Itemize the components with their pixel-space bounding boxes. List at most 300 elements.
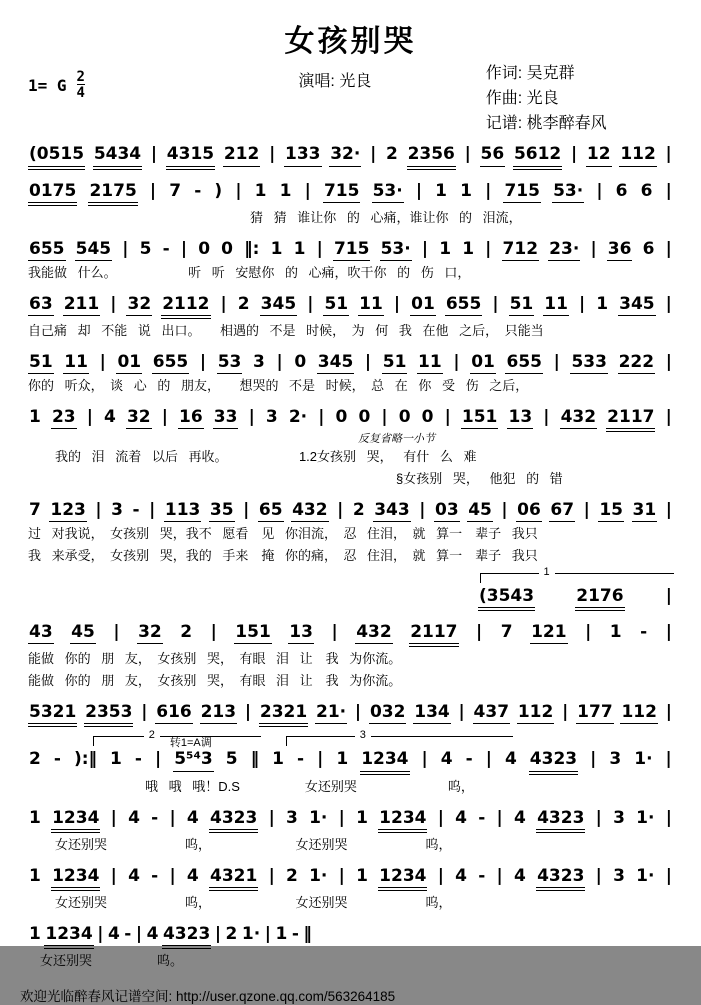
note-group: 655 [28,239,66,261]
notes-row [28,294,673,319]
note-group: 11 [543,294,569,316]
barline: - [297,749,305,770]
note-group: 437 [473,702,511,724]
barline: | [220,293,227,314]
note-group: 432 [355,622,393,644]
barline: | [665,293,672,314]
note-group: 712 [502,239,540,261]
lyric-row: 自己痛 却 不能 说 出口。 相遇的 不是 时候， 为 何 我 在他 之后， 只能当 [28,323,544,339]
note-group: (0515 [28,144,85,169]
notes-row [28,866,673,891]
barline: | [235,180,242,201]
note-group: 0 [358,407,371,428]
barline: | [110,865,117,886]
note-group: 51 [509,294,535,316]
note-group: 32 [126,294,152,316]
barline: | [338,807,345,828]
note-group: 2112 [161,294,210,319]
note-group: 45 [467,500,493,522]
note-group: 432 [560,407,598,429]
note-group: 1234 [378,866,427,891]
note-group: 533 [570,352,608,374]
note-group: 6 [642,238,655,259]
key-signature [12,62,226,100]
note-group: 5 [139,238,152,259]
note-group: 3 [613,865,625,886]
note-group: 53· [380,239,412,261]
barline: | [419,500,426,521]
note-group: 2321 [259,702,308,727]
note-group: 4 [146,923,159,944]
note-group: 4323 [536,866,585,891]
note-group: 03 [434,500,460,522]
barline: | [268,865,275,886]
header-meta [12,62,689,136]
barline: | [595,807,602,828]
barline: | [665,585,672,606]
note-group: 715 [503,181,541,203]
note-group: 51 [28,352,54,374]
note-group: 4 [128,865,140,886]
barline: ‖ [250,749,260,770]
barline: | [437,865,444,886]
note-group: 1· [241,923,261,944]
note-group: 1 [272,749,284,770]
note-group: 1· [309,807,328,828]
barline: | [141,702,148,723]
lyric-row: 女还别哭 呜。 [40,952,184,968]
note-group: 7 [169,180,182,201]
note-group: 212 [223,144,261,166]
lyric-row: 你的 听众， 谈 心 的 朋友， 想哭的 不是 时候， 总 在 你 受 伤 之后， [28,378,529,394]
barline: | [169,865,176,886]
note-group: 5⁵⁴3 [173,749,214,771]
barline: | [135,923,143,944]
note-group: 23 [51,407,77,429]
note-group: 11 [358,294,384,316]
barline: | [331,622,338,643]
barline: | [590,238,597,259]
notes-row [28,500,673,522]
note-group: 21· [315,702,347,724]
note-group: 1 [596,293,609,314]
note-group: 3 [609,749,622,770]
lyric-row: 我的 泪 流着 以后 再收。 1.2女孩别 哭， 有什 么 难 [55,449,477,465]
barline: | [570,144,578,165]
note-group: 2 [180,622,193,643]
barline: | [243,500,250,521]
note-group: 51 [323,294,349,316]
note-group: 5 [225,749,238,770]
note-group: 45 [70,622,96,644]
note-group: 23· [548,239,580,261]
note-group: 0 [294,351,307,372]
barline: | [444,407,451,428]
note-group: 032 [369,702,407,724]
note-group: 655 [445,294,483,316]
notes-row [28,144,673,169]
music-system [28,622,673,691]
barline: | [437,807,444,828]
note-group: 13 [288,622,314,644]
barline: | [307,293,314,314]
note-group: 715 [333,239,371,261]
note-group: 112 [517,702,555,724]
barline: | [485,180,492,201]
note-group: 2 [286,865,298,886]
barline: | [476,622,483,643]
barline: | [665,238,672,259]
barline: - [640,622,648,643]
time-signature-numerator: 2 [76,69,85,85]
barline: | [337,500,344,521]
note-group: 5434 [93,144,142,169]
lyric-row: 猜 猜 谁让你 的 心痛，谁让你 的 泪流， [250,209,522,225]
note-group: 7 [500,622,513,643]
note-group: 31 [632,500,658,522]
barline: | [665,407,672,428]
key-change-label: 转1=A调 [169,737,212,750]
note-group: 1 [356,865,368,886]
barline: | [316,238,323,259]
note-group: 2176 [575,586,624,611]
barline: - [134,749,142,770]
volta-number: 3 [355,729,371,741]
barline: - [465,749,473,770]
note-group: 1234 [360,749,409,774]
note-group: 1 [609,622,622,643]
note-group: 1 [29,807,41,828]
note-group: 4323 [162,924,211,949]
notes-row [28,181,673,206]
note-group: 13 [507,407,533,429]
notes-row [28,622,673,647]
note-group: 53· [552,181,584,203]
note-group: 1 [270,238,283,259]
note-group: 53 [217,352,243,374]
lyric-row: 女还别哭 呜， 女还别哭 呜， [55,894,452,910]
barline: | [562,702,569,723]
barline: | [458,702,465,723]
note-group: 2· [288,407,308,428]
barline: | [590,749,597,770]
barline: | [665,622,672,643]
note-group: 222 [618,352,656,374]
score [12,144,689,970]
note-group: 51 [382,352,408,374]
note-group: 545 [75,239,113,261]
barline: | [421,749,428,770]
note-group: 432 [291,500,329,522]
barline: | [97,923,104,944]
barline: | [318,407,325,428]
note-group: 2356 [407,144,456,169]
note-group: 113 [164,500,202,522]
note-group: 1234 [51,808,100,833]
note-group: 36 [607,239,633,261]
barline: - [151,865,159,886]
notes-row [28,407,673,432]
music-system [28,866,673,913]
note-group: 0 [198,238,211,259]
note-group: 1 [460,180,472,201]
note-group: 4323 [529,749,578,774]
note-group: 1 [439,238,452,259]
note-group: 4 [186,865,199,886]
barline: | [453,351,460,372]
note-group: 43 [28,622,54,644]
volta-number: 2 [144,729,160,741]
note-group: 4 [514,865,526,886]
note-group: 65 [258,500,284,522]
barline: | [496,807,503,828]
lyricist-credit: 作词: 吴克群 [485,65,575,82]
lyric-row: 我能做 什么。 听 听 安慰你 的 心痛，吹干你 的 伤 口， [28,264,471,280]
barline: | [393,293,401,314]
notes-row [478,586,673,611]
music-system [28,924,673,971]
performer-credit: 演唱: 光良 [298,73,372,90]
barline: | [244,702,252,723]
note-group: 7 [29,500,41,521]
note-group: 4 [128,807,140,828]
lyric-row: 能做 你的 朋 友， 女孩别 哭， 有眼 泪 让 我 为你流。 [28,673,402,689]
note-group: 5612 [513,144,562,169]
barline: | [210,622,217,643]
key-label: 1= G [28,75,67,95]
note-group: 1· [636,865,655,886]
note-group: 213 [200,702,238,724]
note-group: 1 [336,749,349,770]
note-group: 33 [213,407,239,429]
note-group: 0175 [28,181,77,206]
barline: ‖: [244,238,260,259]
barline: - [132,500,140,521]
barline: | [464,144,471,165]
note-group: 2 [352,500,365,521]
transcriber-credit: 记谱: 桃李醉春风 [485,114,607,132]
barline: | [665,865,672,886]
note-group: 1 [279,180,292,201]
barline: | [122,238,129,259]
note-group: 3 [286,807,298,828]
note-group: 4 [504,749,517,770]
note-group: 06 [516,500,542,522]
note-group: 12 [586,144,612,166]
note-group: 53· [372,181,404,203]
note-group: 11 [417,352,443,374]
note-group: 67 [549,500,575,522]
barline: | [317,749,324,770]
barline: | [354,702,362,723]
barline: | [665,180,672,201]
barline: | [110,807,117,828]
barline: | [665,749,672,770]
barline: | [268,807,275,828]
barline: | [665,144,672,165]
notes-row [28,749,673,774]
barline: - [124,923,132,944]
barline: | [338,865,345,886]
note-group: 01 [470,352,496,374]
note-group: 2175 [88,181,137,206]
barline: | [364,351,372,372]
note-group: 1234 [378,808,427,833]
music-system [28,181,673,228]
time-signature-denominator: 4 [76,85,85,101]
barline: | [264,923,271,944]
barline: | [543,407,550,428]
note-group: 3 [265,407,278,428]
barline: | [269,144,276,165]
note-group: 1· [309,865,328,886]
barline: | [199,351,207,372]
note-group: 2 [386,144,398,165]
note-group: 1 [435,180,447,201]
note-group: 1 [29,865,41,886]
note-group: 1· [634,749,653,770]
barline: - [151,807,159,828]
barline: | [161,407,168,428]
music-system [28,565,673,611]
note-group: 5321 [28,702,77,727]
barline: | [665,807,672,828]
lyric-row: §女孩别 哭， 他犯 的 错 [396,471,563,487]
barline: ) [214,180,223,201]
barline: | [214,923,222,944]
repeat-annotation: 反复省略一小节 [358,433,435,446]
barline: ‖ [303,923,312,944]
note-group: 56 [480,144,506,166]
note-group: 32 [137,622,163,644]
note-group: 2 [225,923,238,944]
barline: | [149,180,157,201]
note-group: 134 [413,702,451,724]
barline: | [304,180,311,201]
note-group: 1 [462,238,475,259]
note-group: 345 [618,294,656,316]
note-group: 655 [505,352,543,374]
barline: | [415,180,423,201]
note-group: 211 [63,294,101,316]
note-group: 35 [209,500,235,522]
note-group: 4315 [166,144,215,169]
note-group: 345 [317,352,355,374]
barline: | [583,500,590,521]
barline: | [95,500,102,521]
note-group: 01 [410,294,436,316]
note-group: 177 [576,702,614,724]
music-system [28,352,673,396]
note-group: 1 [356,807,368,828]
note-group: 1 [293,238,306,259]
music-system [28,294,673,341]
volta-number: 1 [539,566,555,578]
note-group: 1234 [44,924,93,949]
notes-row [28,924,313,949]
barline: - [291,923,299,944]
note-group: (3543 [478,586,535,611]
note-group: 4 [104,407,116,428]
note-group: 4 [440,749,453,770]
note-group: 112 [620,702,658,724]
barline: | [485,238,492,259]
note-group: 345 [260,294,298,316]
page-title: 女孩别哭 [284,24,417,59]
barline: | [180,238,188,259]
barline: | [665,500,672,521]
note-group: 4 [455,807,468,828]
note-group: 2117 [409,622,458,647]
barline: - [53,749,61,770]
note-group: 123 [49,500,87,522]
note-group: 4323 [536,808,585,833]
note-group: 63 [28,294,54,316]
barline: | [501,500,508,521]
note-group: 6 [640,180,653,201]
barline: | [485,749,492,770]
barline: | [110,293,117,314]
note-group: 0 [398,407,411,428]
barline: ):‖ [73,749,98,770]
lyric-row: 过 对我说， 女孩别 哭，我不 愿看 见 你泪流， 忍 住泪， 就 算一 辈子 我只 [28,526,538,542]
lyric-row: 我 来承受， 女孩别 哭，我的 手来 掩 你的痛， 忍 住泪， 就 算一 辈子 我只 [28,548,538,564]
note-group: 1 [275,923,288,944]
note-group: 151 [461,407,499,429]
note-group: 0 [421,407,434,428]
note-group: 151 [234,622,272,644]
note-group: 0 [335,407,348,428]
note-group: 1 [110,749,122,770]
barline: | [248,407,255,428]
credits-block [444,62,689,136]
note-group: 112 [619,144,657,166]
barline: | [370,144,377,165]
note-group: 1 [254,180,267,201]
lyric-row: 哦 哦 哦！D.S 女还别哭 呜， [145,778,474,794]
note-group: 4323 [209,808,258,833]
composer-credit: 作曲: 光良 [485,89,559,107]
barline: | [149,500,156,521]
music-system [28,500,673,566]
footer-text: 欢迎光临醉春风记谱空间: http://user.qzone.qq.com/563264185 [20,988,396,1004]
note-group: 715 [323,181,361,203]
note-group: 2353 [84,702,133,727]
barline: | [596,180,603,201]
note-group: 2117 [606,407,655,432]
notes-row [28,352,673,374]
barline: | [86,407,93,428]
notes-row [28,808,673,833]
note-group: 4 [455,865,468,886]
note-group: 32 [126,407,152,429]
volta-bracket [480,565,675,583]
barline: - [478,865,486,886]
lyric-row: 能做 你的 朋 友， 女孩别 哭， 有眼 泪 让 我 为你流。 [28,651,402,667]
note-group: 11 [63,352,89,374]
barline: - [478,807,486,828]
barline: | [595,865,602,886]
barline: | [665,702,672,723]
note-group: 655 [152,352,190,374]
barline: | [585,622,592,643]
barline: | [579,293,586,314]
barline: | [113,622,120,643]
note-group: 1· [636,807,655,828]
note-group: 15 [598,500,624,522]
note-group: 2 [29,749,41,770]
note-group: 3 [613,807,625,828]
